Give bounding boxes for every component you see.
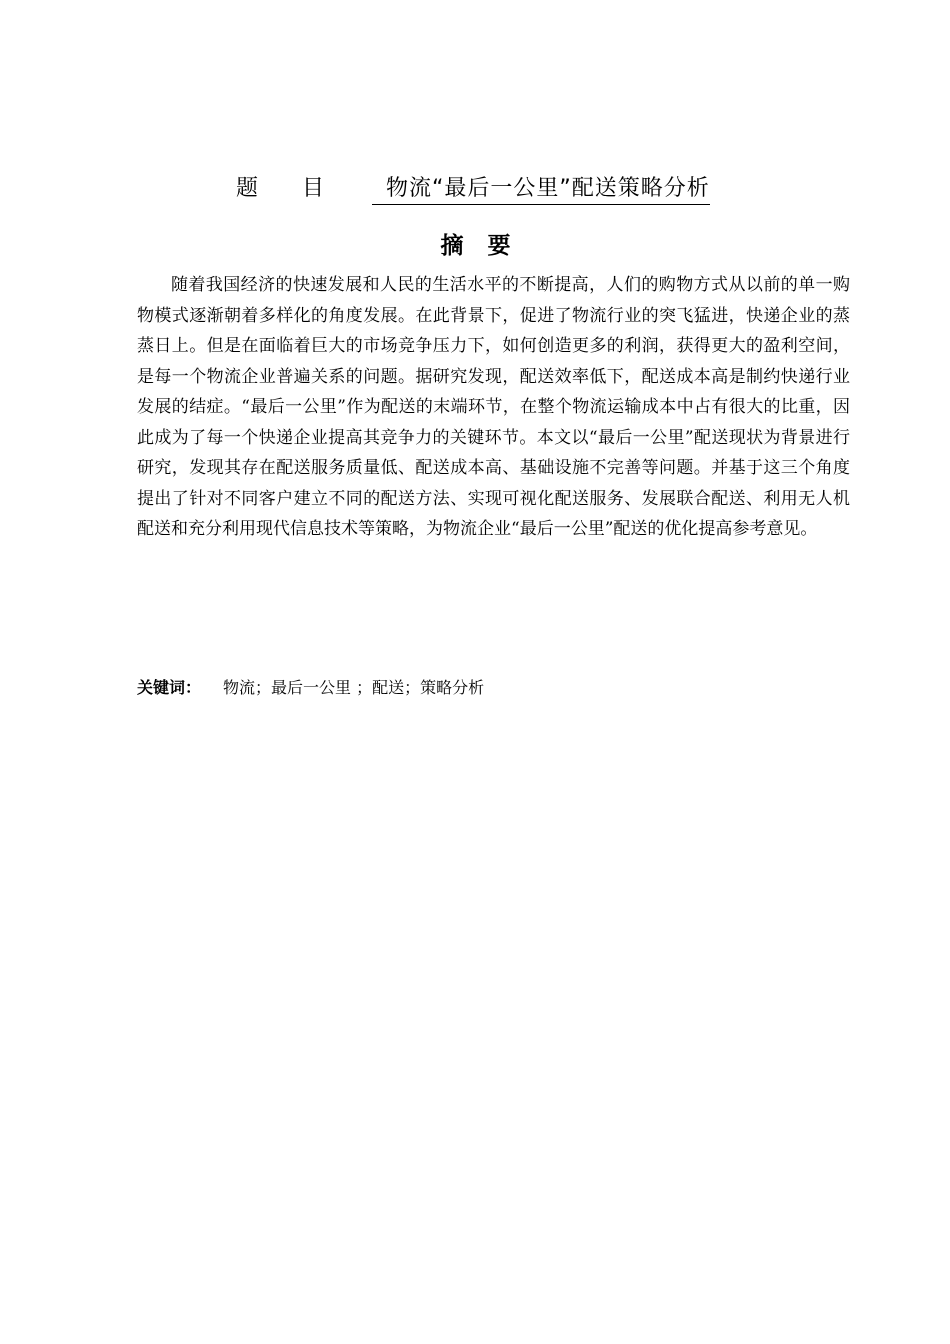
title-label: 题目 bbox=[236, 176, 369, 201]
abstract-paragraph: 随着我国经济的快速发展和人民的生活水平的不断提高，人们的购物方式从以前的单一购物模式逐渐朝着多样化的角度发展。在此背景下，促进了物流行业的突飞猛进，快递企业的蒸蒸日上。但是在面临着巨大的市场竞争压力下，如何创造更多的利润，获得更大的盈利空间，是每一个物流企业普遍关系的问题。据研究发现，配送效率低下，配送成本高是制约快递行业发展的结症。“最后一公里”作为配送的末端环节，在整个物流运输成本中占有很大的比重，因此成为了每一个快递企业提高其竞争力的关键环节。本文以“最后一公里”配送现状为背景进行研究，发现其存在配送服务质量低、配送成本高、基础设施不完善等问题。并基于这三个角度提出了针对不同客户建立不同的配送方法、实现可视化配送服务、发展联合配送、利用无人机配送和充分利用现代信息技术等策略，为物流企业“最后一公里”配送的优化提高参考意见。 bbox=[137, 275, 850, 539]
keywords-label: 关键词： bbox=[137, 678, 202, 697]
keywords-value: 物流；最后一公里 ；配送；策略分析 bbox=[223, 678, 485, 697]
abstract-heading: 摘要 bbox=[440, 233, 535, 259]
keywords-line bbox=[137, 674, 850, 702]
title-row bbox=[236, 172, 836, 206]
thesis-title: 物流“最后一公里”配送策略分析 bbox=[372, 174, 710, 205]
